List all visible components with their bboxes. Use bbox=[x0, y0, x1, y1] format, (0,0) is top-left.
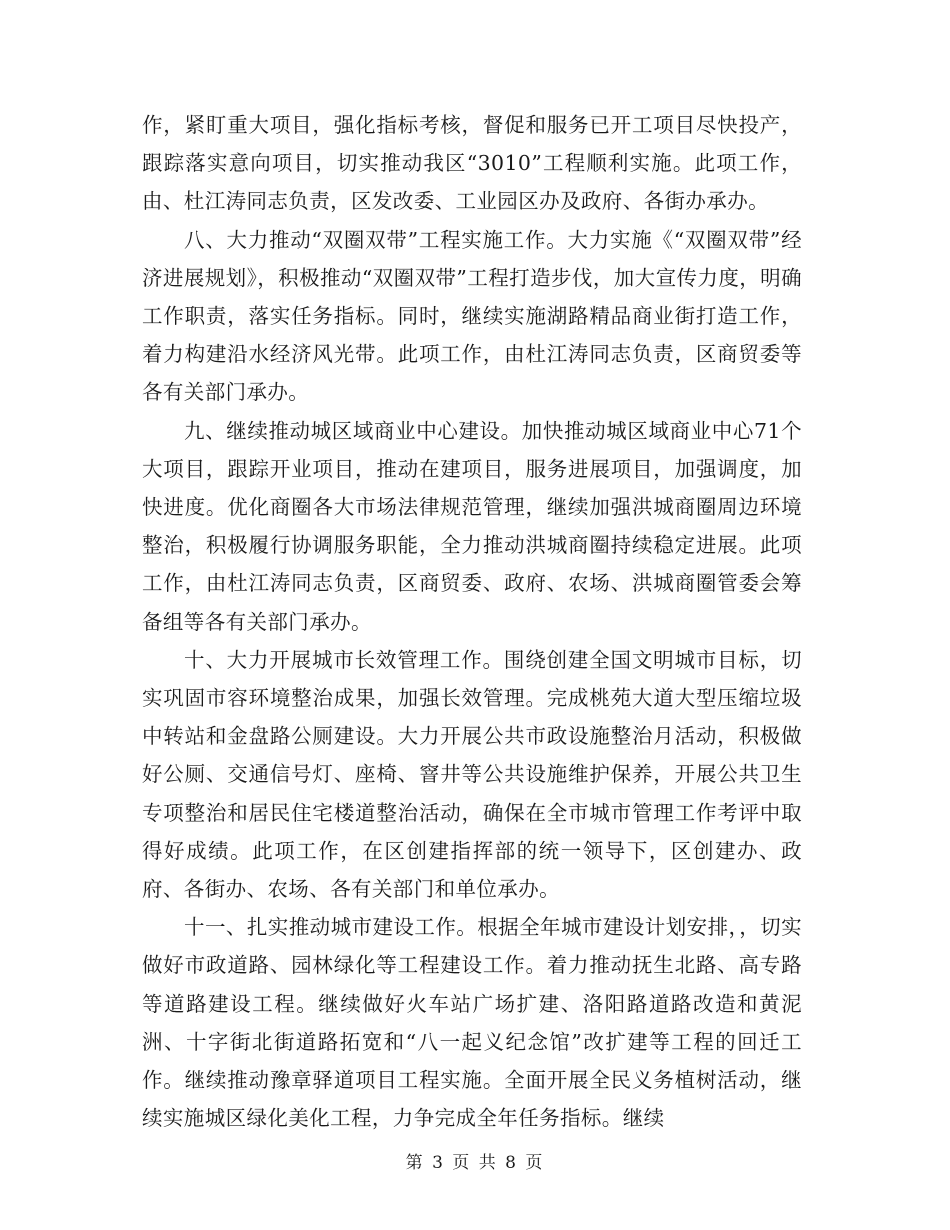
document-body bbox=[142, 106, 802, 1137]
paragraph-section-8: 八、大力推动“双圈双带”工程实施工作。大力实施《“双圈双带”经济进展规划》，积极推动“双圈双带”工程打造步伐，加大宣传力度，明确工作职责，落实任务指标。同时，继续实施湖路精品商业街打造工作，着力构建沿水经济风光带。此项工作，由杜江涛同志负责，区商贸委等各有关部门承办。 bbox=[142, 227, 802, 405]
page-number-footer: 第 3 页 共 8 页 bbox=[405, 1153, 545, 1173]
paragraph-continuation: 作，紧盯重大项目，强化指标考核，督促和服务已开工项目尽快投产，跟踪落实意向项目，切实推动我区“3010”工程顺利实施。此项工作，由、杜江涛同志负责，区发改委、工业园区办及政府、各街办承办。 bbox=[142, 113, 802, 214]
paragraph-section-11: 十一、扎实推动城市建设工作。根据全年城市建设计划安排，，切实做好市政道路、园林绿化等工程建设工作。着力推动抚生北路、高专路等道路建设工程。继续做好火车站广场扩建、洛阳路道路改造和黄泥洲、十字街北街道路拓宽和“八一起义纪念馆”改扩建等工程的回迁工作。继续推动豫章驿道项目工程实施。全面开展全民义务植树活动，继续实施城区绿化美化工程，力争完成全年任务指标。继续 bbox=[142, 915, 802, 1131]
paragraph-section-9: 九、继续推动城区域商业中心建设。加快推动城区域商业中心71个大项目，跟踪开业项目，推动在建项目，服务进展项目，加强调度，加快进度。优化商圈各大市场法律规范管理，继续加强洪城商圈周边环境整治，积极履行协调服务职能，全力推动洪城商圈持续稳定进展。此项工作，由杜江涛同志负责，区商贸委、政府、农场、洪城商圈管委会筹备组等各有关部门承办。 bbox=[142, 418, 802, 634]
paragraph-section-10: 十、大力开展城市长效管理工作。围绕创建全国文明城市目标，切实巩固市容环境整治成果，加强长效管理。完成桃苑大道大型压缩垃圾中转站和金盘路公厕建设。大力开展公共市政设施整治月活动，积极做好公厕、交通信号灯、座椅、窨井等公共设施维护保养，开展公共卫生专项整治和居民住宅楼道整治活动，确保在全市城市管理工作考评中取得好成绩。此项工作，在区创建指挥部的统一领导下，区创建办、政府、各街办、农场、各有关部门和单位承办。 bbox=[142, 647, 802, 902]
